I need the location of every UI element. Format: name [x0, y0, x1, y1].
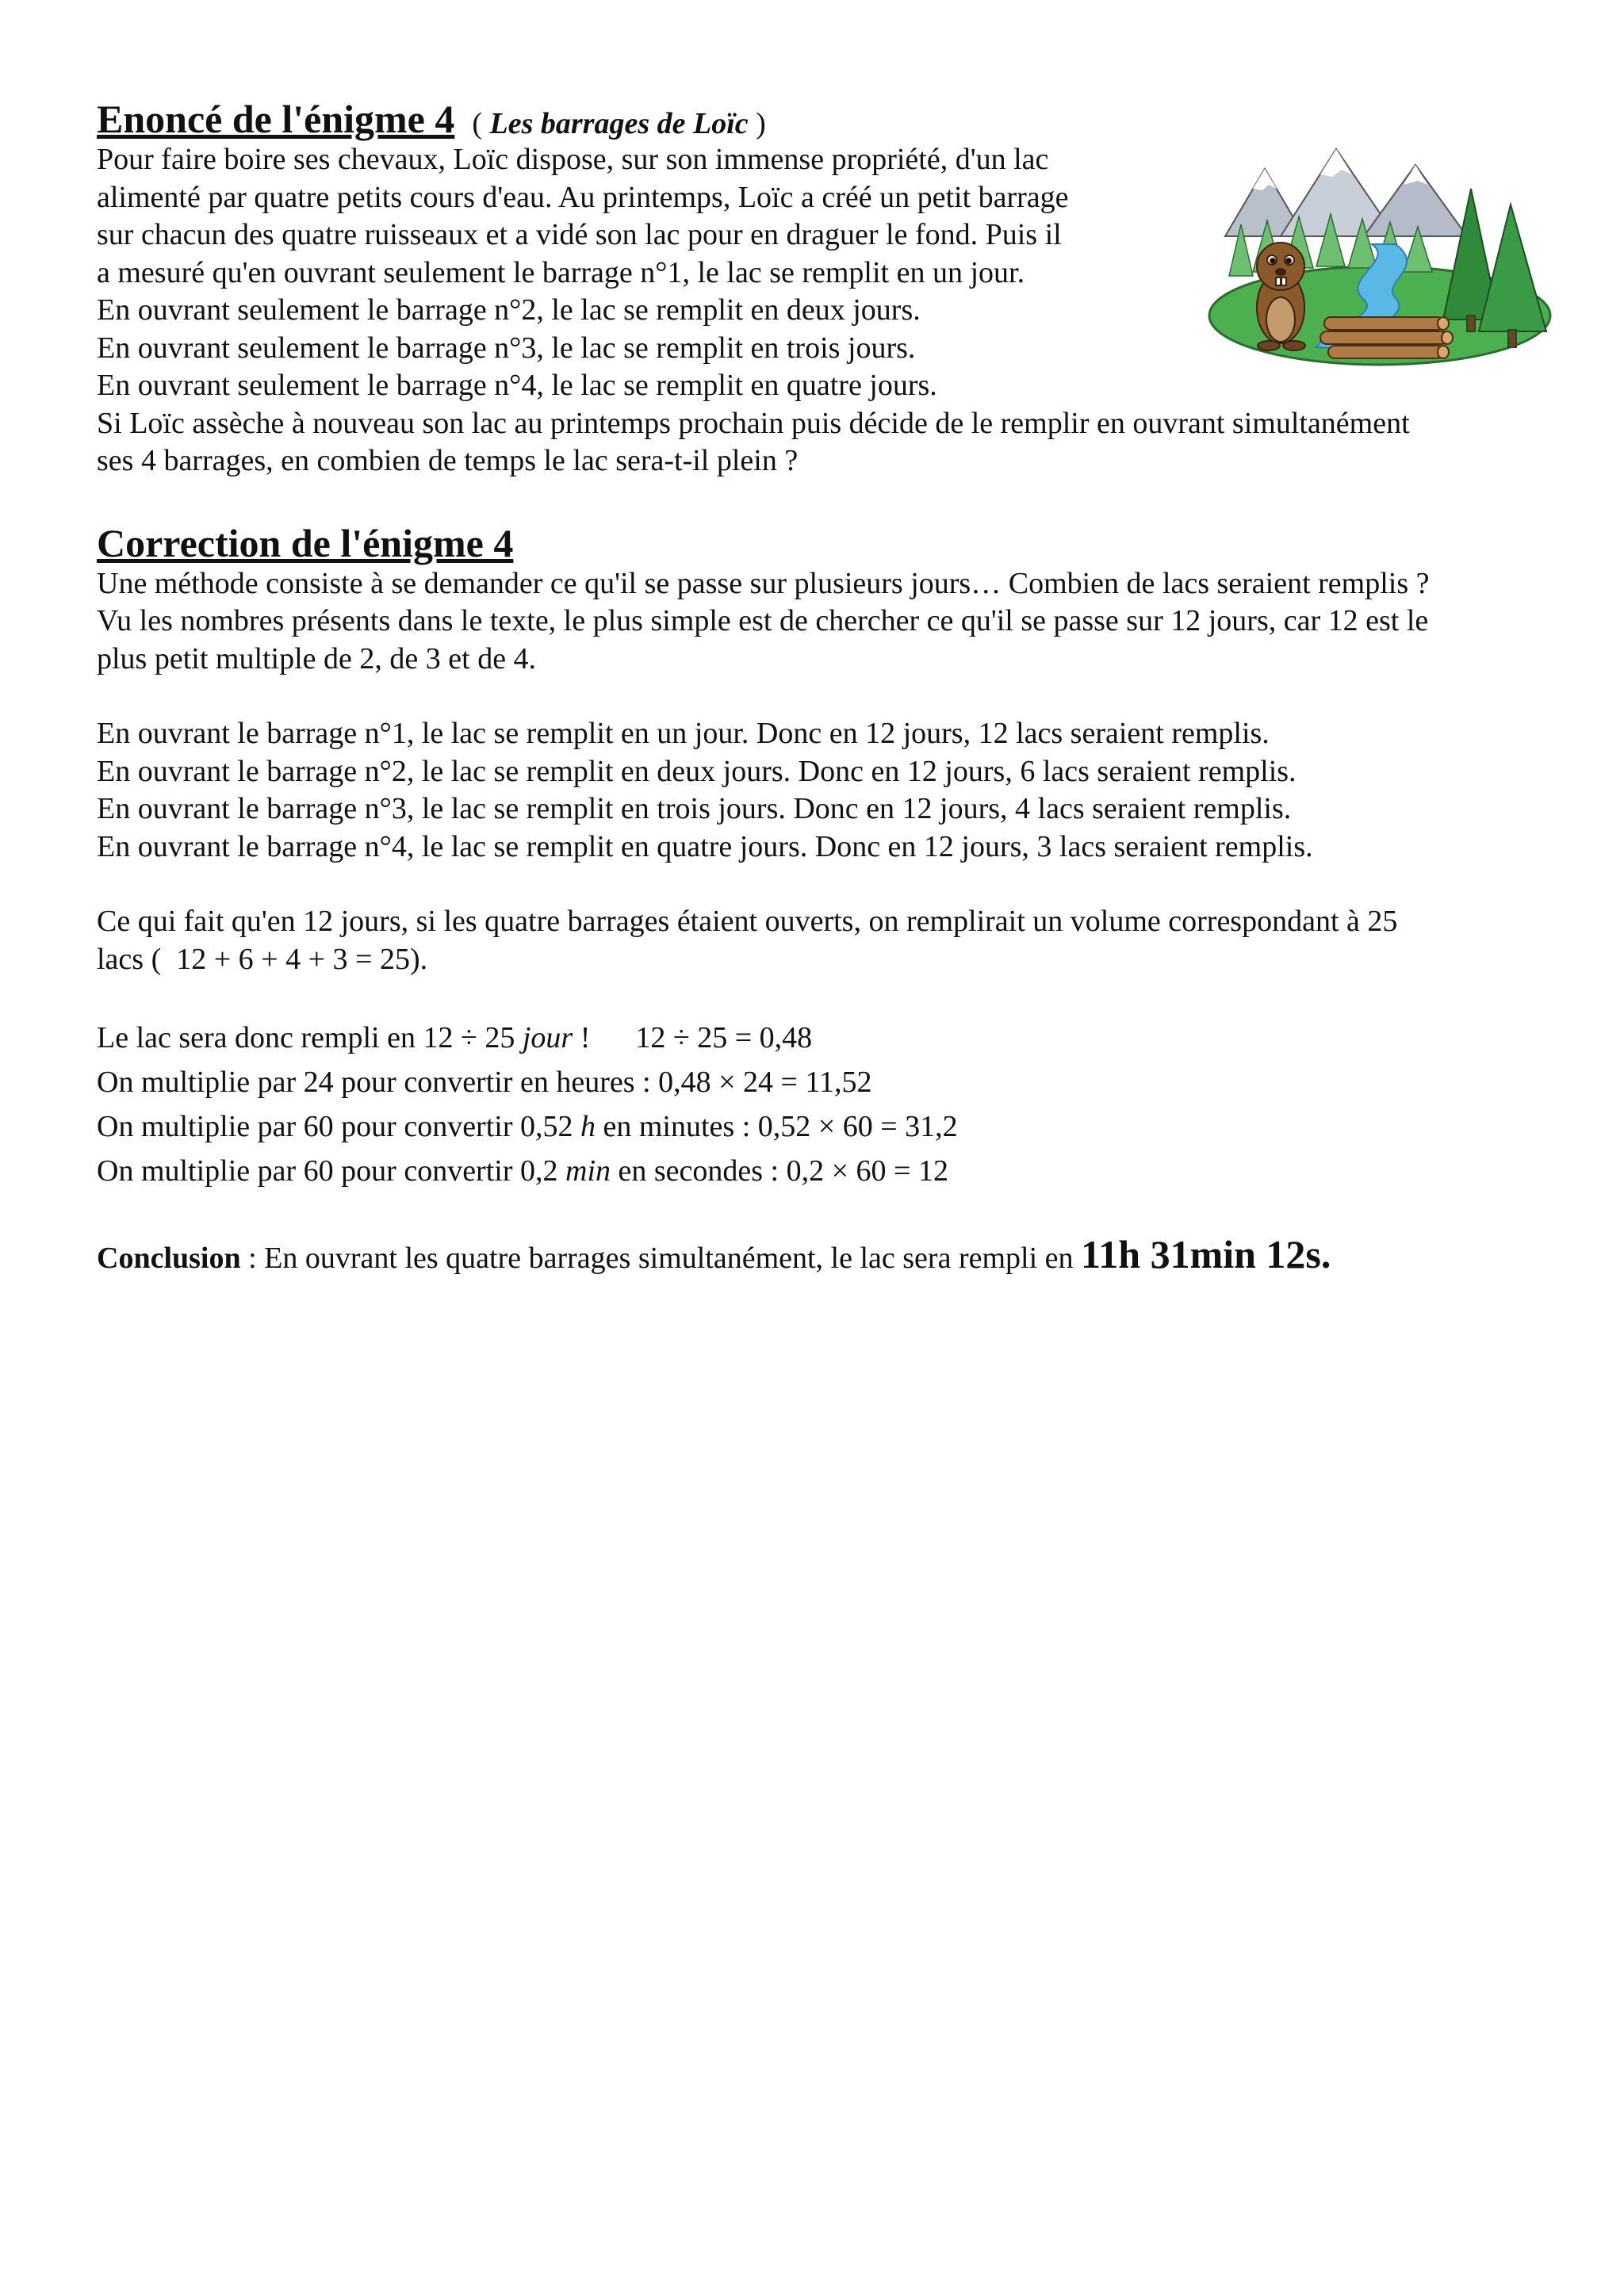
conclusion	[97, 1230, 1553, 1282]
total-paragraph	[97, 903, 1553, 978]
conclusion-label: Conclusion	[97, 1242, 241, 1275]
calc-line-4: On multiplie par 60 pour convertir 0,2 min en secondes : 0,2 × 60 = 12	[97, 1154, 948, 1188]
correction-intro-line: Vu les nombres présents dans le texte, le plus simple est de chercher ce qu'il se passe sur 12 jours, car 12 est le	[97, 604, 1429, 637]
barrage-line: En ouvrant le barrage n°3, le lac se remplit en trois jours. Donc en 12 jours, 4 lacs seraient remplis.	[97, 792, 1292, 825]
enonce-line: Si Loïc assèche à nouveau son lac au printemps prochain puis décide de le remplir en ouvrant simultanément	[97, 406, 1410, 440]
conclusion-text: : En ouvrant les quatre barrages simultanément, le lac sera rempli en	[248, 1242, 1074, 1275]
barrage-line: En ouvrant le barrage n°1, le lac se remplit en un jour. Donc en 12 jours, 12 lacs seraient remplis.	[97, 717, 1270, 750]
enonce-subtitle-text: Les barrages de Loïc	[489, 107, 749, 140]
total-equation: 12 + 6 + 4 + 3 = 25	[176, 942, 410, 976]
enonce-line: alimenté par quatre petits cours d'eau. Au printemps, Loïc a créé un petit barrage	[97, 180, 1069, 214]
enonce-line: En ouvrant seulement le barrage n°4, le lac se remplit en quatre jours.	[97, 369, 937, 402]
correction-title: Correction de l'énigme 4	[97, 520, 514, 565]
enonce-body	[97, 141, 1553, 480]
calc-line-3: On multiplie par 60 pour convertir 0,52 h en minutes : 0,52 × 60 = 31,2	[97, 1110, 958, 1143]
enonce-line: ses 4 barrages, en combien de temps le lac sera-t-il plein ?	[97, 444, 799, 477]
total-line-2: lacs ( 12 + 6 + 4 + 3 = 25).	[97, 942, 428, 976]
enonce-line: En ouvrant seulement le barrage n°2, le lac se remplit en deux jours.	[97, 293, 921, 327]
total-line: Ce qui fait qu'en 12 jours, si les quatre barrages étaient ouverts, on remplirait un volume correspondant à 25	[97, 905, 1398, 938]
calculation-block	[97, 1016, 1553, 1193]
enonce-line: Pour faire boire ses chevaux, Loïc dispose, sur son immense propriété, d'un lac	[97, 143, 1049, 176]
correction-intro	[97, 565, 1553, 679]
document-page	[97, 94, 1553, 1282]
enonce-line: En ouvrant seulement le barrage n°3, le lac se remplit en trois jours.	[97, 331, 916, 365]
enonce-heading	[97, 94, 1553, 141]
correction-heading	[97, 518, 1553, 565]
enonce-line: a mesuré qu'en ouvrant seulement le barrage n°1, le lac se remplit en un jour.	[97, 255, 1025, 289]
barrages-list	[97, 715, 1553, 866]
calc-line-2: On multiplie par 24 pour convertir en heures : 0,48 × 24 = 11,52	[97, 1066, 872, 1099]
enonce-line: sur chacun des quatre ruisseaux et a vidé son lac pour en draguer le fond. Puis il	[97, 218, 1062, 251]
correction-intro-line: plus petit multiple de 2, de 3 et de 4.	[97, 641, 537, 675]
barrage-line: En ouvrant le barrage n°4, le lac se remplit en quatre jours. Donc en 12 jours, 3 lacs seraient remplis.	[97, 829, 1313, 863]
enonce-subtitle: ( Les barrages de Loïc )	[472, 107, 766, 140]
calc-line-1: Le lac sera donc rempli en 12 ÷ 25 jour ! 12 ÷ 25 = 0,48	[97, 1021, 813, 1054]
barrage-line: En ouvrant le barrage n°2, le lac se remplit en deux jours. Donc en 12 jours, 6 lacs seraient remplis.	[97, 754, 1297, 788]
correction-intro-line: Une méthode consiste à se demander ce qu'il se passe sur plusieurs jours… Combien de lacs seraient remplis ?	[97, 566, 1430, 600]
enonce-title: Enoncé de l'énigme 4	[97, 97, 455, 141]
final-answer: 11h 31min 12s.	[1081, 1232, 1331, 1276]
